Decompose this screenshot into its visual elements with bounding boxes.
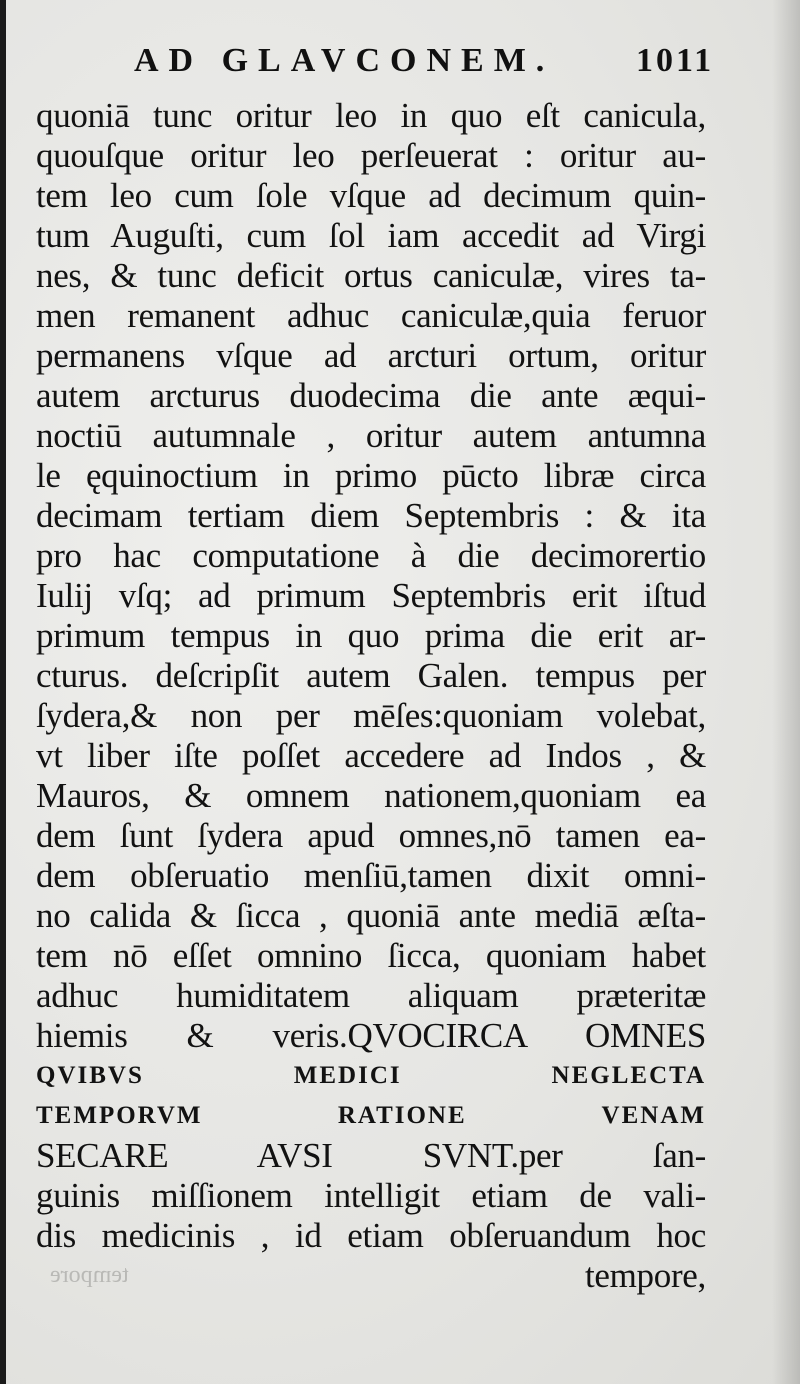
text-line: quouſque oritur leo perſeuerat : oritur au- (36, 136, 706, 175)
catchword: tempore, (584, 1256, 706, 1295)
text-line: dem obſeruatio menſiū,tamen dixit omni- (36, 856, 706, 895)
page-gutter-shadow (772, 0, 800, 1384)
text-line: decimam tertiam diem Septembris : & ita (36, 496, 706, 535)
book-page (6, 0, 800, 1384)
text-line: tem nō eſſet omnino ſicca, quoniam habet (36, 936, 706, 975)
text-line: cturus. deſcripſit autem Galen. tempus per (36, 656, 706, 695)
text-line: noctiū autumnale , oritur autem antumna (36, 416, 706, 455)
text-line: men remanent adhuc caniculæ,quia feruor (36, 296, 706, 335)
text-line: vt liber iſte poſſet accedere ad Indos , & (36, 736, 706, 775)
text-line: dis medicinis , id etiam obſeruandum hoc (36, 1216, 706, 1255)
body-text (36, 96, 706, 1296)
text-line: pro hac computatione à die decimorertio (36, 536, 706, 575)
text-line: Iulij vſq; ad primum Septembris erit iſtud (36, 576, 706, 615)
text-line: Mauros, & omnem nationem,quoniam ea (36, 776, 706, 815)
text-line: permanens vſque ad arcturi ortum, oritur (36, 336, 706, 375)
text-line-capitals: TEMPORVM RATIONE VENAM (36, 1102, 706, 1129)
text-line: hiemis & veris.QVOCIRCA OMNES (36, 1016, 706, 1055)
text-line: SECARE AVSI SVNT.per ſan- (36, 1136, 706, 1175)
running-head: AD GLAVCONEM. (134, 42, 555, 79)
text-line: autem arcturus duodecima die ante æqui- (36, 376, 706, 415)
bleed-through-text: tempore (50, 1262, 129, 1288)
text-line: adhuc humiditatem aliquam præteritæ (36, 976, 706, 1015)
page-header (6, 42, 800, 86)
text-line: ſydera,& non per mēſes:quoniam volebat, (36, 696, 706, 735)
text-line: nes, & tunc deficit ortus caniculæ, vires ta- (36, 256, 706, 295)
page-number: 1011 (636, 42, 715, 79)
text-line: dem ſunt ſydera apud omnes,nō tamen ea- (36, 816, 706, 855)
text-line: no calida & ſicca , quoniā ante mediā æſta- (36, 896, 706, 935)
text-line: le ęquinoctium in primo pūcto libræ circa (36, 456, 706, 495)
text-line: quoniā tunc oritur leo in quo eſt canicula, (36, 96, 706, 135)
text-line: primum tempus in quo prima die erit ar- (36, 616, 706, 655)
text-line: guinis miſſionem intelligit etiam de vali- (36, 1176, 706, 1215)
text-line-capitals: QVIBVS MEDICI NEGLECTA (36, 1062, 706, 1089)
text-line: tem leo cum ſole vſque ad decimum quin- (36, 176, 706, 215)
text-line: tum Auguſti, cum ſol iam accedit ad Virgi (36, 216, 706, 255)
